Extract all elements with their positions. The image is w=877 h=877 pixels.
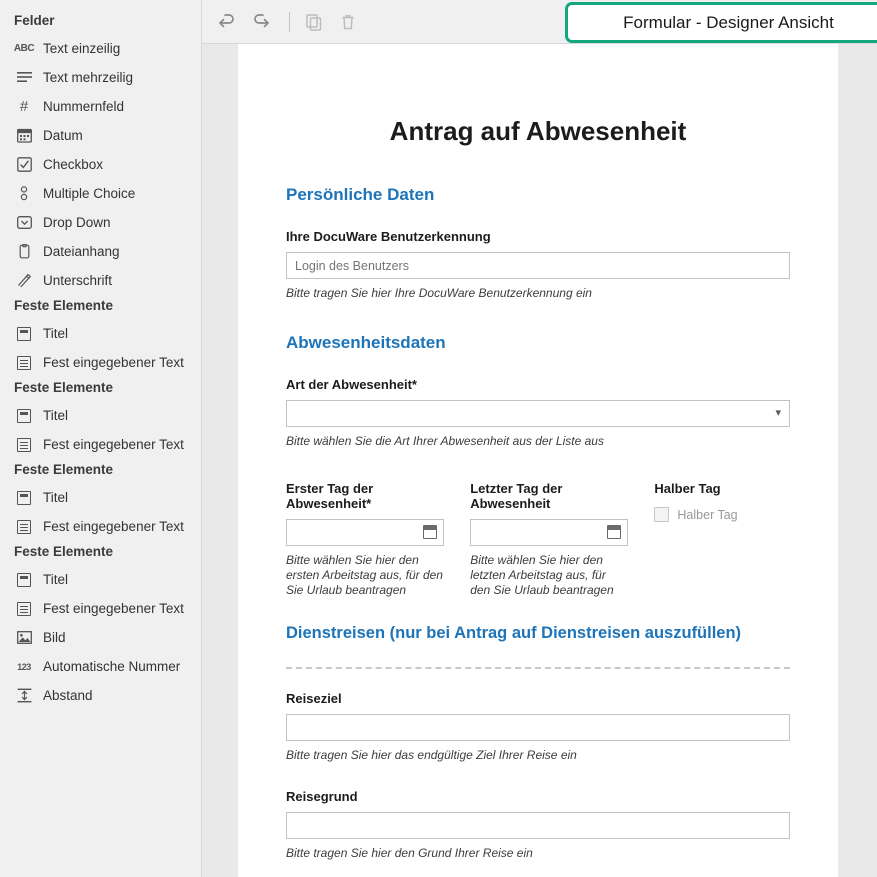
multiline-text-icon bbox=[14, 69, 34, 87]
palette-item-label: Titel bbox=[43, 326, 69, 341]
attachment-icon bbox=[14, 243, 34, 261]
field-hint: Bitte wählen Sie die Art Ihrer Abwesenheit aus der Liste aus bbox=[286, 434, 604, 448]
reisegrund-input[interactable] bbox=[286, 812, 790, 839]
dropdown-icon bbox=[14, 214, 34, 232]
callout-badge bbox=[565, 2, 877, 43]
palette-item-label: Fest eingegebener Text bbox=[43, 355, 184, 370]
field-label: Reisegrund bbox=[286, 789, 358, 804]
palette-item-text-single-line[interactable] bbox=[0, 34, 201, 63]
palette-item-label: Unterschrift bbox=[43, 273, 113, 288]
calendar-icon[interactable] bbox=[607, 525, 621, 539]
image-icon bbox=[14, 629, 34, 647]
palette-item-label: Dateianhang bbox=[43, 244, 120, 259]
palette-item-label: Titel bbox=[43, 490, 69, 505]
field-label: Halber Tag bbox=[654, 481, 721, 496]
palette-item-title[interactable] bbox=[0, 483, 201, 512]
page-title: Antrag auf Abwesenheit bbox=[389, 116, 687, 146]
spacing-icon bbox=[14, 687, 34, 705]
calendar-icon bbox=[14, 127, 34, 145]
undo-icon[interactable] bbox=[212, 7, 242, 37]
static-text-icon bbox=[14, 600, 34, 618]
palette-item-file-attachment[interactable] bbox=[0, 237, 201, 266]
palette-group-title: Feste Elemente bbox=[14, 462, 114, 477]
palette-item-multiple-choice[interactable] bbox=[0, 179, 201, 208]
palette-item-number-field[interactable] bbox=[0, 92, 201, 121]
field-art-der-abwesenheit bbox=[286, 377, 790, 449]
palette-item-title[interactable] bbox=[0, 565, 201, 594]
title-icon bbox=[14, 325, 34, 343]
title-icon bbox=[14, 407, 34, 425]
field-label: Erster Tag der Abwesenheit* bbox=[286, 481, 374, 511]
field-label: Ihre DocuWare Benutzerkennung bbox=[286, 229, 491, 244]
palette-item-label: Checkbox bbox=[43, 157, 104, 172]
signature-icon bbox=[14, 272, 34, 290]
calendar-icon[interactable] bbox=[423, 525, 437, 539]
static-text-icon bbox=[14, 518, 34, 536]
palette-group-title: Felder bbox=[14, 13, 55, 28]
palette-group-title: Feste Elemente bbox=[14, 298, 114, 313]
section-heading-abwesenheitsdaten: Abwesenheitsdaten bbox=[286, 333, 446, 352]
palette-item-label: Multiple Choice bbox=[43, 186, 136, 201]
palette-item-label: Text einzeilig bbox=[43, 41, 121, 56]
benutzerkennung-input[interactable] bbox=[286, 252, 790, 279]
palette-item-static-text[interactable] bbox=[0, 512, 201, 541]
palette-item-static-text[interactable] bbox=[0, 430, 201, 459]
title-icon bbox=[14, 489, 34, 507]
palette-item-label: Automatische Nummer bbox=[43, 659, 181, 674]
field-label: Reiseziel bbox=[286, 691, 342, 706]
palette-item-title[interactable] bbox=[0, 319, 201, 348]
field-hint: Bitte wählen Sie hier den ersten Arbeitstag aus, für den Sie Urlaub beantragen bbox=[286, 553, 443, 597]
palette-item-label: Text mehrzeilig bbox=[43, 70, 134, 85]
palette-item-label: Abstand bbox=[43, 688, 93, 703]
field-halber-tag bbox=[654, 481, 790, 598]
letzter-tag-input[interactable] bbox=[470, 519, 628, 546]
palette-item-label: Bild bbox=[43, 630, 66, 645]
delete-icon[interactable] bbox=[333, 7, 363, 37]
copy-icon[interactable] bbox=[299, 7, 329, 37]
palette-item-text-multi-line[interactable] bbox=[0, 63, 201, 92]
field-label: Art der Abwesenheit* bbox=[286, 377, 417, 392]
palette-group-title: Feste Elemente bbox=[14, 380, 114, 395]
field-hint: Bitte tragen Sie hier das endgültige Ziel Ihrer Reise ein bbox=[286, 748, 577, 762]
section-heading-dienstreisen: Dienstreisen (nur bei Antrag auf Dienstreisen auszufüllen) bbox=[286, 624, 742, 642]
static-text-icon bbox=[14, 436, 34, 454]
multiple-choice-icon bbox=[14, 185, 34, 203]
palette-item-label: Fest eingegebener Text bbox=[43, 601, 184, 616]
field-hint: Bitte tragen Sie hier Ihre DocuWare Benutzerkennung ein bbox=[286, 286, 592, 300]
field-label: Letzter Tag der Abwesenheit bbox=[470, 481, 563, 511]
palette-item-label: Titel bbox=[43, 572, 69, 587]
reiseziel-input[interactable] bbox=[286, 714, 790, 741]
palette-item-drop-down[interactable] bbox=[0, 208, 201, 237]
field-reisegrund bbox=[286, 789, 790, 861]
palette-item-static-text[interactable] bbox=[0, 594, 201, 623]
halber-tag-checkbox-row[interactable] bbox=[654, 504, 790, 522]
checkbox-icon[interactable] bbox=[654, 507, 669, 522]
palette-item-checkbox[interactable] bbox=[0, 150, 201, 179]
palette-item-label: Fest eingegebener Text bbox=[43, 437, 184, 452]
art-der-abwesenheit-select[interactable] bbox=[286, 400, 790, 427]
palette-group-title: Feste Elemente bbox=[14, 544, 114, 559]
field-reiseziel bbox=[286, 691, 790, 763]
palette-item-auto-number[interactable] bbox=[0, 652, 201, 681]
spacing-element[interactable] bbox=[286, 667, 790, 669]
palette-item-label: Drop Down bbox=[43, 215, 111, 230]
abc-icon: ABC bbox=[13, 43, 35, 54]
palette-item-label: Datum bbox=[43, 128, 83, 143]
date-fields-row bbox=[286, 481, 790, 598]
form-page bbox=[238, 44, 838, 877]
redo-icon[interactable] bbox=[246, 7, 276, 37]
toolbar-divider bbox=[289, 12, 290, 32]
field-letzter-tag bbox=[470, 481, 628, 598]
field-hint: Bitte wählen Sie hier den letzten Arbeitstag aus, für den Sie Urlaub beantragen bbox=[470, 553, 614, 597]
auto-number-icon: 123 bbox=[17, 661, 31, 672]
field-benutzerkennung bbox=[286, 229, 790, 301]
element-palette-sidebar bbox=[0, 0, 202, 877]
hash-icon: # bbox=[19, 98, 29, 115]
chevron-down-icon: ▾ bbox=[775, 407, 781, 419]
palette-item-label: Titel bbox=[43, 408, 69, 423]
callout-label: Formular - Designer Ansicht bbox=[623, 12, 834, 32]
palette-item-date[interactable] bbox=[0, 121, 201, 150]
palette-item-static-text[interactable] bbox=[0, 348, 201, 377]
static-text-icon bbox=[14, 354, 34, 372]
palette-item-spacing[interactable] bbox=[0, 681, 201, 710]
erster-tag-input[interactable] bbox=[286, 519, 444, 546]
checkbox-icon bbox=[14, 156, 34, 174]
checkbox-label: Halber Tag bbox=[677, 507, 738, 522]
palette-item-image[interactable] bbox=[0, 623, 201, 652]
palette-item-label: Nummernfeld bbox=[43, 99, 125, 114]
palette-item-signature[interactable] bbox=[0, 266, 201, 295]
title-icon bbox=[14, 571, 34, 589]
field-hint: Bitte tragen Sie hier den Grund Ihrer Reise ein bbox=[286, 846, 533, 860]
designer-pane bbox=[202, 0, 877, 877]
form-canvas bbox=[202, 44, 877, 877]
section-heading-persoenliche-daten: Persönliche Daten bbox=[286, 185, 435, 204]
palette-item-label: Fest eingegebener Text bbox=[43, 519, 184, 534]
field-erster-tag bbox=[286, 481, 444, 598]
palette-item-title[interactable] bbox=[0, 401, 201, 430]
